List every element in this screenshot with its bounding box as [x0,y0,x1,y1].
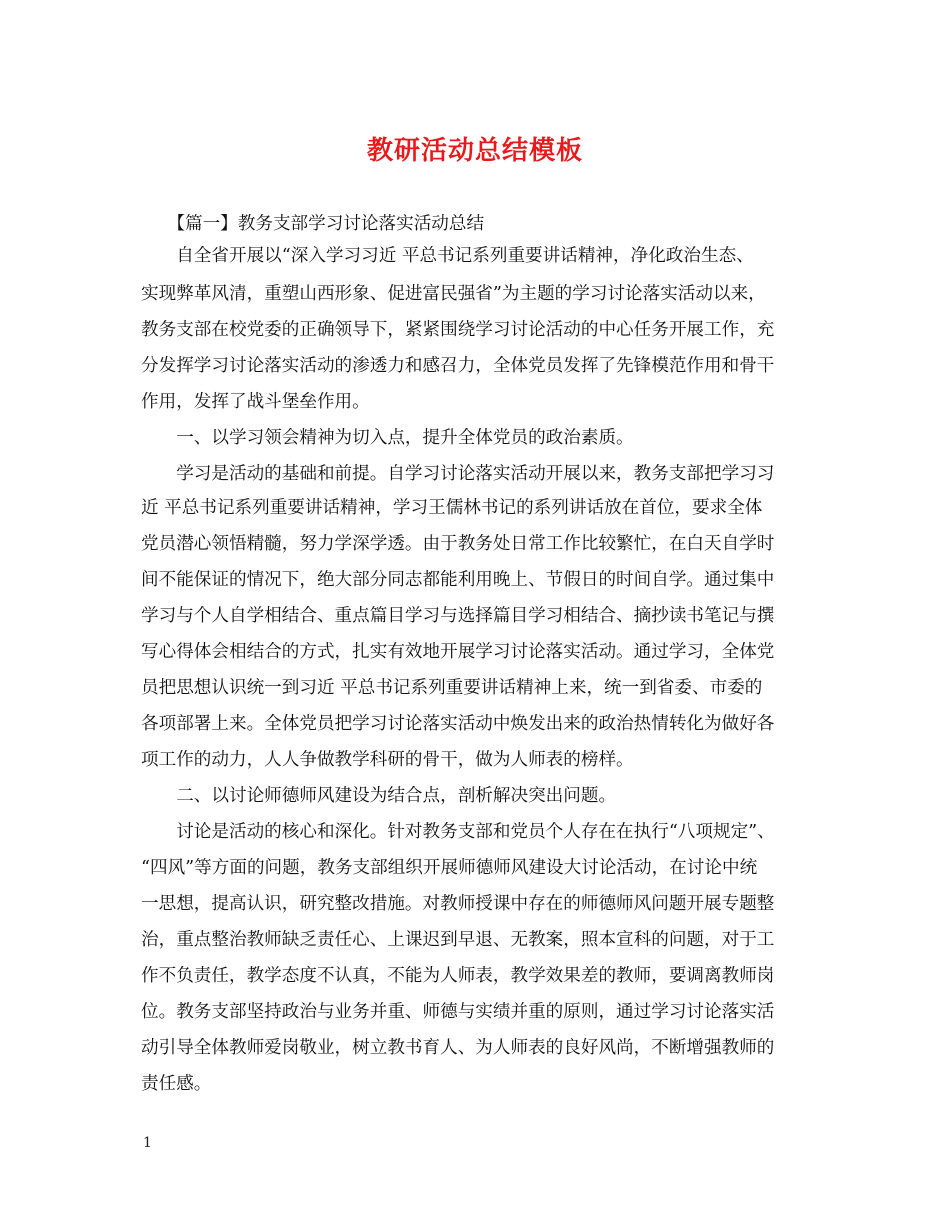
text-line: 党员潜心领悟精髓，努力学深学透。由于教务处日常工作比较繁忙，在白天自学时 [141,534,775,554]
text-line: 教务支部在校党委的正确领导下，紧紧围绕学习讨论活动的中心任务开展工作，充 [141,320,775,340]
section-heading: 一、以学习领会精神为切入点，提升全体党员的政治素质。 [141,428,634,448]
section-heading: 二、以讨论师德师风建设为结合点，剖析解决突出问题。 [141,786,617,806]
text-line: 分发挥学习讨论落实活动的渗透力和感召力，全体党员发挥了先锋模范作用和骨干 [141,356,775,376]
text-line: 间不能保证的情况下，绝大部分同志都能利用晚上、节假日的时间自学。通过集中 [141,570,775,590]
text-line: 【篇一】教务支部学习讨论落实活动总结 [141,214,485,234]
text-line: 自全省开展以“深入学习习近 平总书记系列重要讲话精神，净化政治生态、 [141,246,754,266]
text-line: 员把思想认识统一到习近 平总书记系列重要讲话精神上来，统一到省委、市委的 [141,678,763,698]
text-line: 治，重点整治教师缺乏责任心、上课迟到早退、无教案，照本宣科的问题，对于工 [141,930,775,950]
text-line: 作不负责任，教学态度不认真，不能为人师表，教学效果差的教师，要调离教师岗 [141,966,775,986]
text-line: 动引导全体教师爱岗敬业，树立教书育人、为人师表的良好风尚，不断增强教师的 [141,1038,775,1058]
text-line: 位。教务支部坚持政治与业务并重、师德与实绩并重的原则，通过学习讨论落实活 [141,1002,775,1022]
text-line: 各项部署上来。全体党员把学习讨论落实活动中焕发出来的政治热情转化为做好各 [141,714,775,734]
text-line: 项工作的动力，人人争做教学科研的骨干，做为人师表的榜样。 [141,750,634,770]
text-line: 学习是活动的基础和前提。自学习讨论落实活动开展以来，教务支部把学习习 [141,464,775,484]
text-line: 作用，发挥了战斗堡垒作用。 [141,392,370,412]
document-title: 教研活动总结模板 [366,136,583,166]
text-line: 学习与个人自学相结合、重点篇目学习与选择篇目学习相结合、摘抄读书笔记与撰 [141,606,775,626]
text-line: 讨论是活动的核心和深化。针对教务支部和党员个人存在在执行“八项规定”、 [141,822,775,842]
page-number: 1 [143,1135,152,1151]
text-line: 实现弊革风清，重塑山西形象、促进富民强省”为主题的学习讨论落实活动以来， [141,284,766,304]
text-line: “四风”等方面的问题，教务支部组织开展师德师风建设大讨论活动，在讨论中统 [141,858,758,878]
text-line: 责任感。 [141,1074,212,1094]
text-line: 近 平总书记系列重要讲话精神，学习王儒林书记的系列讲话放在首位，要求全体 [141,498,763,518]
text-line: 一思想，提高认识，研究整改措施。对教师授课中存在的师德师风问题开展专题整 [141,894,775,914]
text-line: 写心得体会相结合的方式，扎实有效地开展学习讨论落实活动。通过学习，全体党 [141,642,775,662]
